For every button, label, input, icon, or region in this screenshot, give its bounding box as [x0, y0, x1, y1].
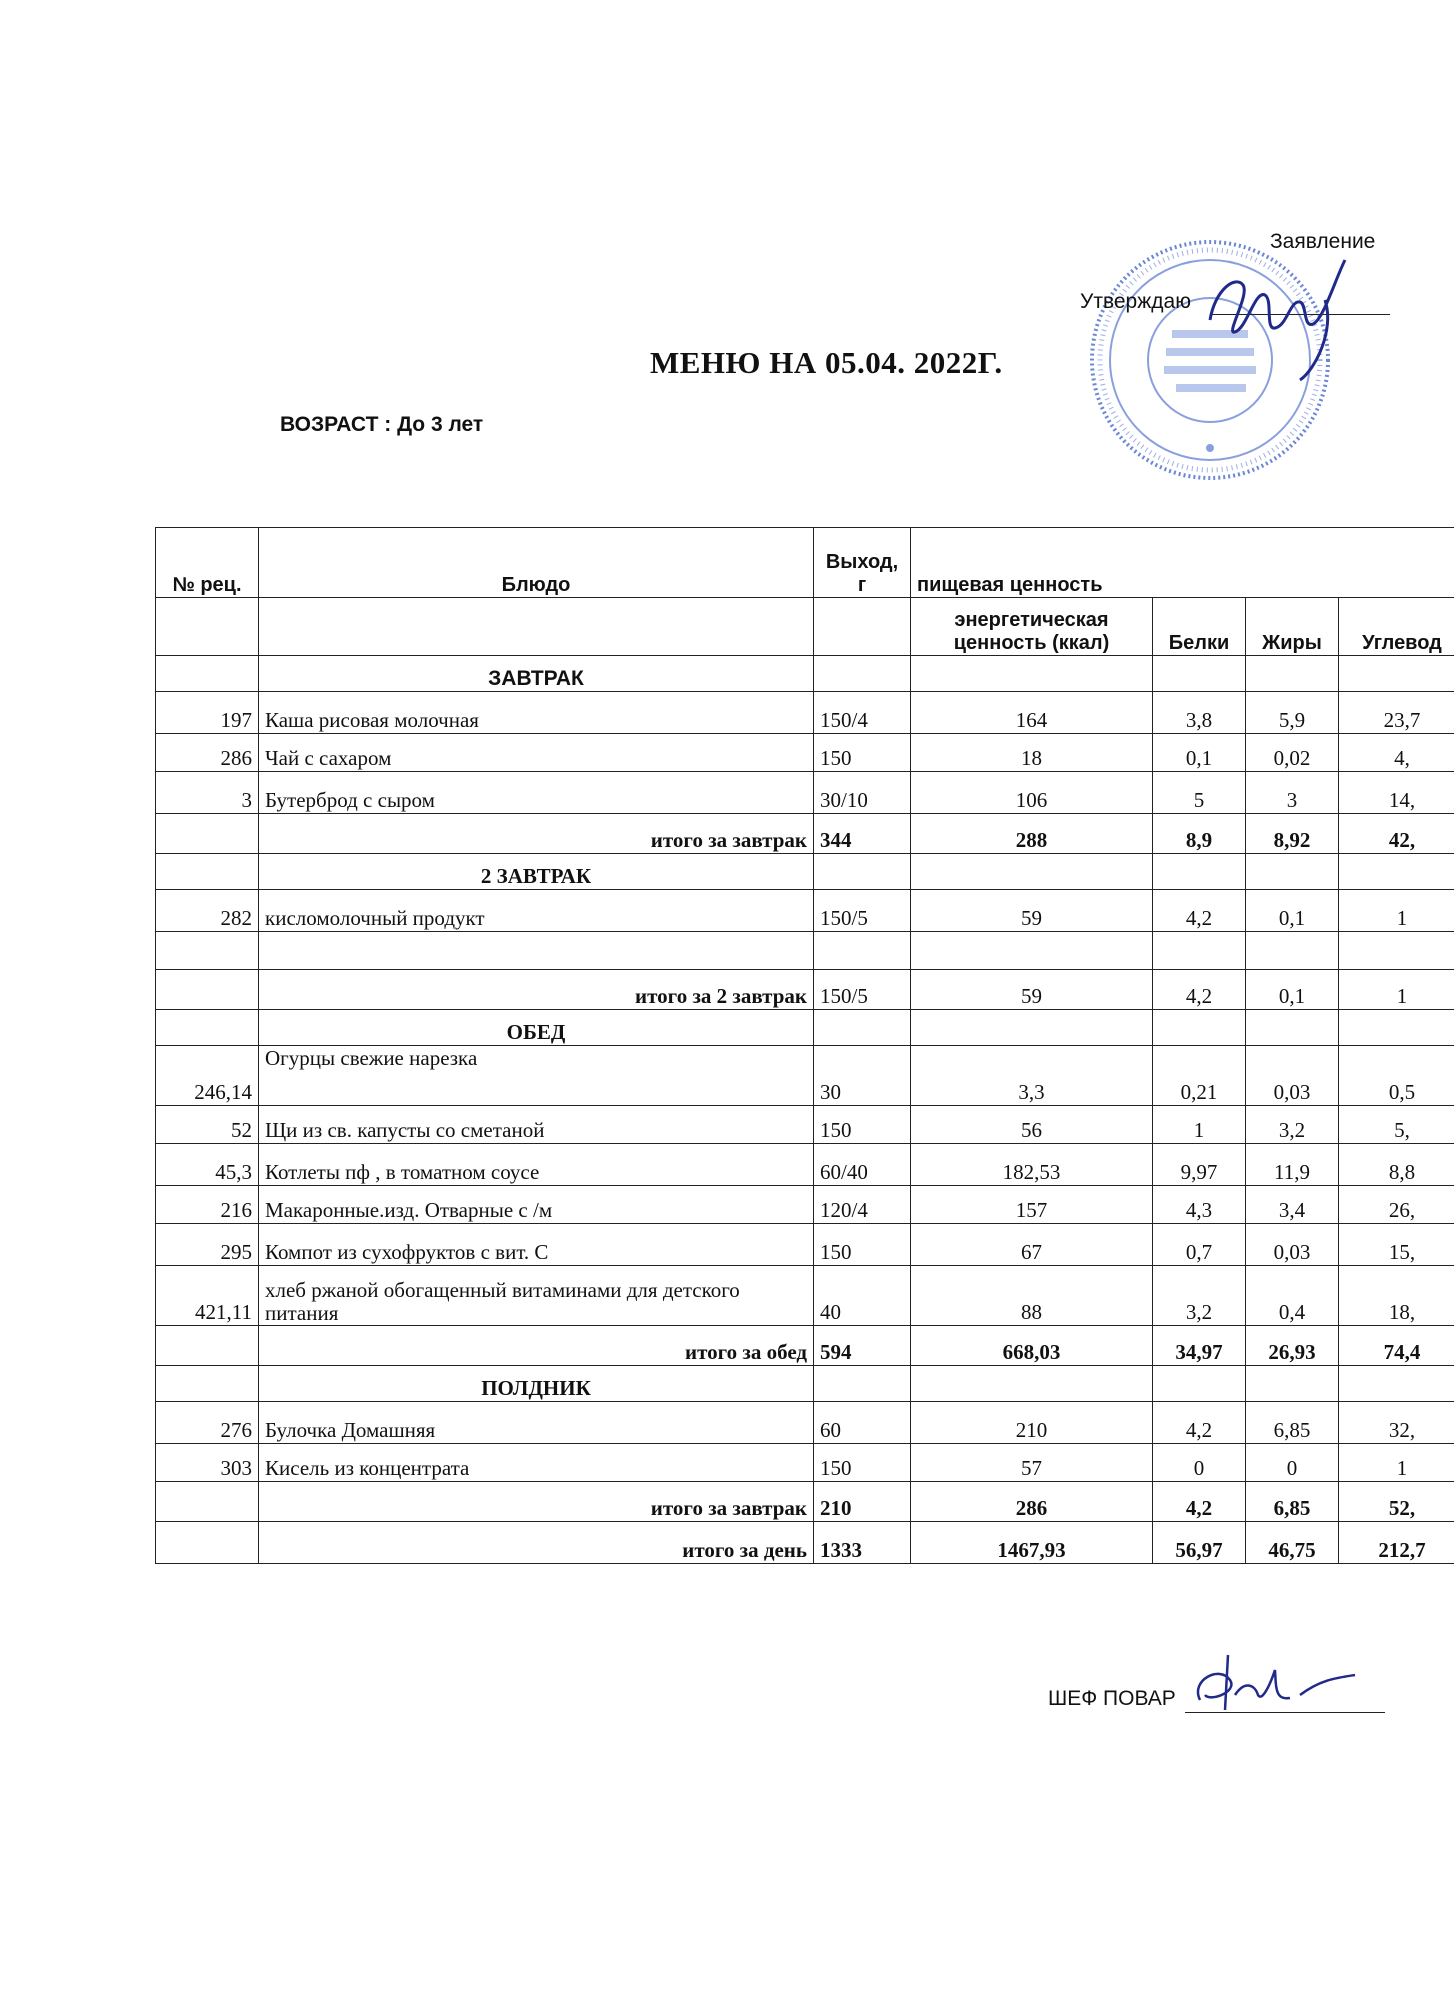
total-protein: 4,2	[1153, 970, 1246, 1010]
empty-cell	[814, 1010, 911, 1046]
dish-name: Щи из св. капусты со сметаной	[259, 1106, 814, 1144]
empty-cell	[1246, 1010, 1339, 1046]
total-yield: 210	[814, 1482, 911, 1522]
protein-value: 1	[1153, 1106, 1246, 1144]
recipe-no: 45,3	[156, 1144, 259, 1186]
total-carbs: 1	[1339, 970, 1454, 1010]
energy-value: 3,3	[911, 1046, 1153, 1106]
energy-value: 157	[911, 1186, 1153, 1224]
yield-value: 30/10	[814, 772, 911, 814]
empty-cell	[814, 854, 911, 890]
table-row	[156, 932, 1454, 970]
empty-cell	[156, 1482, 259, 1522]
dish-name: Компот из сухофруктов с вит. С	[259, 1224, 814, 1266]
table-row	[156, 1444, 1454, 1482]
carbs-value: 15,	[1339, 1224, 1454, 1266]
carbs-value: 0,5	[1339, 1046, 1454, 1106]
recipe-no: 52	[156, 1106, 259, 1144]
empty-cell	[1246, 854, 1339, 890]
carbs-value: 4,	[1339, 734, 1454, 772]
total-energy: 286	[911, 1482, 1153, 1522]
empty-cell	[814, 656, 911, 692]
recipe-no: 197	[156, 692, 259, 734]
fat-value: 0,4	[1246, 1266, 1339, 1326]
day-total-protein: 56,97	[1153, 1522, 1246, 1564]
chef-signature-icon	[1180, 1640, 1360, 1720]
dish-name: Котлеты пф , в томатном соусе	[259, 1144, 814, 1186]
carbs-value: 1	[1339, 890, 1454, 932]
yield-value: 150/4	[814, 692, 911, 734]
recipe-no: 282	[156, 890, 259, 932]
total-label: итого за 2 завтрак	[259, 970, 814, 1010]
total-carbs: 52,	[1339, 1482, 1454, 1522]
empty-cell	[156, 1522, 259, 1564]
protein-value: 0,1	[1153, 734, 1246, 772]
empty-cell	[911, 1010, 1153, 1046]
fat-value: 3	[1246, 772, 1339, 814]
dish-name: Чай с сахаром	[259, 734, 814, 772]
dish-name: Макаронные.изд. Отварные с /м	[259, 1186, 814, 1224]
empty-cell	[1246, 656, 1339, 692]
dish-name: Огурцы свежие нарезка	[259, 1046, 814, 1106]
day-total-energy: 1467,93	[911, 1522, 1153, 1564]
section-title: ЗАВТРАК	[259, 656, 814, 692]
energy-value: 164	[911, 692, 1153, 734]
recipe-no: 276	[156, 1402, 259, 1444]
fat-value: 3,4	[1246, 1186, 1339, 1224]
menu-table	[155, 527, 1454, 1564]
yield-value: 120/4	[814, 1186, 911, 1224]
fat-value: 3,2	[1246, 1106, 1339, 1144]
col-yield: Выход, г	[814, 528, 911, 598]
empty-cell	[1246, 1366, 1339, 1402]
yield-value: 150	[814, 1444, 911, 1482]
empty-cell	[156, 814, 259, 854]
protein-value: 4,2	[1153, 1402, 1246, 1444]
total-yield: 594	[814, 1326, 911, 1366]
carbs-value: 18,	[1339, 1266, 1454, 1326]
recipe-no: 3	[156, 772, 259, 814]
energy-value: 18	[911, 734, 1153, 772]
section-title: ПОЛДНИК	[259, 1366, 814, 1402]
recipe-no	[156, 932, 259, 970]
empty-cell	[1339, 1010, 1454, 1046]
empty-cell	[1339, 854, 1454, 890]
dish-name: хлеб ржаной обогащенный витаминами для детского питания	[259, 1266, 814, 1326]
col-energy: энергетическая ценность (ккал)	[911, 598, 1153, 656]
age-group-label: ВОЗРАСТ : До 3 лет	[280, 413, 484, 436]
section-row	[156, 1010, 1454, 1046]
col-recipe-no: № рец.	[156, 528, 259, 598]
protein-value: 0	[1153, 1444, 1246, 1482]
col-carbs: Углевод	[1339, 598, 1454, 656]
protein-value: 5	[1153, 772, 1246, 814]
total-fat: 8,92	[1246, 814, 1339, 854]
col-fat: Жиры	[1246, 598, 1339, 656]
carbs-value: 8,8	[1339, 1144, 1454, 1186]
recipe-no: 303	[156, 1444, 259, 1482]
energy-value: 59	[911, 890, 1153, 932]
energy-value: 106	[911, 772, 1153, 814]
total-protein: 34,97	[1153, 1326, 1246, 1366]
empty-cell	[1339, 1366, 1454, 1402]
day-total-fat: 46,75	[1246, 1522, 1339, 1564]
recipe-no: 216	[156, 1186, 259, 1224]
energy-value: 182,53	[911, 1144, 1153, 1186]
yield-value: 40	[814, 1266, 911, 1326]
approve-label: Утверждаю	[1080, 290, 1191, 313]
table-row	[156, 1046, 1454, 1106]
statement-label: Заявление	[1270, 230, 1376, 253]
carbs-value: 1	[1339, 1444, 1454, 1482]
empty-cell	[1153, 1366, 1246, 1402]
total-protein: 8,9	[1153, 814, 1246, 854]
total-row	[156, 970, 1454, 1010]
total-fat: 26,93	[1246, 1326, 1339, 1366]
yield-value: 60/40	[814, 1144, 911, 1186]
col-nutrition: пищевая ценность	[911, 528, 1454, 598]
protein-value	[1153, 932, 1246, 970]
empty-cell	[1153, 854, 1246, 890]
total-yield: 344	[814, 814, 911, 854]
carbs-value: 23,7	[1339, 692, 1454, 734]
empty-cell	[1153, 656, 1246, 692]
protein-value: 3,8	[1153, 692, 1246, 734]
director-signature-icon	[1195, 240, 1375, 390]
total-fat: 6,85	[1246, 1482, 1339, 1522]
carbs-value: 5,	[1339, 1106, 1454, 1144]
yield-value: 150/5	[814, 890, 911, 932]
fat-value: 0,03	[1246, 1224, 1339, 1266]
dish-name	[259, 932, 814, 970]
day-total-yield: 1333	[814, 1522, 911, 1564]
protein-value: 9,97	[1153, 1144, 1246, 1186]
table-row	[156, 1224, 1454, 1266]
table-row	[156, 1144, 1454, 1186]
dish-name: Каша рисовая молочная	[259, 692, 814, 734]
chef-label: ШЕФ ПОВАР	[1048, 1687, 1176, 1710]
fat-value: 0,1	[1246, 890, 1339, 932]
total-label: итого за обед	[259, 1326, 814, 1366]
table-row	[156, 1106, 1454, 1144]
empty-cell	[1339, 656, 1454, 692]
energy-value: 56	[911, 1106, 1153, 1144]
section-row	[156, 1366, 1454, 1402]
day-total-label: итого за день	[259, 1522, 814, 1564]
protein-value: 0,7	[1153, 1224, 1246, 1266]
protein-value: 4,3	[1153, 1186, 1246, 1224]
empty-cell	[1153, 1010, 1246, 1046]
total-row	[156, 1326, 1454, 1366]
carbs-value	[1339, 932, 1454, 970]
yield-value: 150	[814, 734, 911, 772]
table-row	[156, 1186, 1454, 1224]
table-row	[156, 734, 1454, 772]
energy-value: 88	[911, 1266, 1153, 1326]
yield-value: 150	[814, 1224, 911, 1266]
empty-cell	[156, 1326, 259, 1366]
carbs-value: 32,	[1339, 1402, 1454, 1444]
day-total-carbs: 212,7	[1339, 1522, 1454, 1564]
carbs-value: 26,	[1339, 1186, 1454, 1224]
table-row	[156, 772, 1454, 814]
dish-name: Кисель из концентрата	[259, 1444, 814, 1482]
energy-value: 67	[911, 1224, 1153, 1266]
section-title: 2 ЗАВТРАК	[259, 854, 814, 890]
section-title: ОБЕД	[259, 1010, 814, 1046]
col-protein: Белки	[1153, 598, 1246, 656]
subheader-row	[156, 598, 1454, 656]
yield-value: 150	[814, 1106, 911, 1144]
recipe-no: 246,14	[156, 1046, 259, 1106]
empty-cell	[156, 1010, 259, 1046]
fat-value	[1246, 932, 1339, 970]
total-label: итого за завтрак	[259, 814, 814, 854]
total-carbs: 42,	[1339, 814, 1454, 854]
fat-value: 0	[1246, 1444, 1339, 1482]
total-protein: 4,2	[1153, 1482, 1246, 1522]
total-energy: 59	[911, 970, 1153, 1010]
protein-value: 3,2	[1153, 1266, 1246, 1326]
total-energy: 288	[911, 814, 1153, 854]
yield-value: 30	[814, 1046, 911, 1106]
yield-value: 60	[814, 1402, 911, 1444]
fat-value: 5,9	[1246, 692, 1339, 734]
fat-value: 0,02	[1246, 734, 1339, 772]
dish-name: Булочка Домашняя	[259, 1402, 814, 1444]
empty-cell	[911, 1366, 1153, 1402]
recipe-no: 286	[156, 734, 259, 772]
table-row	[156, 890, 1454, 932]
table-row	[156, 692, 1454, 734]
energy-value: 210	[911, 1402, 1153, 1444]
empty-cell	[911, 656, 1153, 692]
total-label: итого за завтрак	[259, 1482, 814, 1522]
total-row	[156, 1482, 1454, 1522]
empty-cell	[814, 1366, 911, 1402]
section-row	[156, 854, 1454, 890]
total-energy: 668,03	[911, 1326, 1153, 1366]
recipe-no: 421,11	[156, 1266, 259, 1326]
col-dish: Блюдо	[259, 528, 814, 598]
carbs-value: 14,	[1339, 772, 1454, 814]
day-total-row	[156, 1522, 1454, 1564]
total-row	[156, 814, 1454, 854]
section-row	[156, 656, 1454, 692]
header-row	[156, 528, 1454, 598]
dish-name: Бутерброд с сыром	[259, 772, 814, 814]
fat-value: 11,9	[1246, 1144, 1339, 1186]
recipe-no: 295	[156, 1224, 259, 1266]
empty-cell	[156, 1366, 259, 1402]
total-carbs: 74,4	[1339, 1326, 1454, 1366]
total-fat: 0,1	[1246, 970, 1339, 1010]
fat-value: 0,03	[1246, 1046, 1339, 1106]
energy-value: 57	[911, 1444, 1153, 1482]
empty-cell	[911, 854, 1153, 890]
empty-cell	[156, 854, 259, 890]
energy-value	[911, 932, 1153, 970]
page-title: МЕНЮ НА 05.04. 2022Г.	[650, 345, 1003, 380]
empty-cell	[156, 656, 259, 692]
dish-name: кисломолочный продукт	[259, 890, 814, 932]
table-row	[156, 1266, 1454, 1326]
table-row	[156, 1402, 1454, 1444]
total-yield: 150/5	[814, 970, 911, 1010]
fat-value: 6,85	[1246, 1402, 1339, 1444]
empty-cell	[156, 970, 259, 1010]
protein-value: 0,21	[1153, 1046, 1246, 1106]
protein-value: 4,2	[1153, 890, 1246, 932]
yield-value	[814, 932, 911, 970]
